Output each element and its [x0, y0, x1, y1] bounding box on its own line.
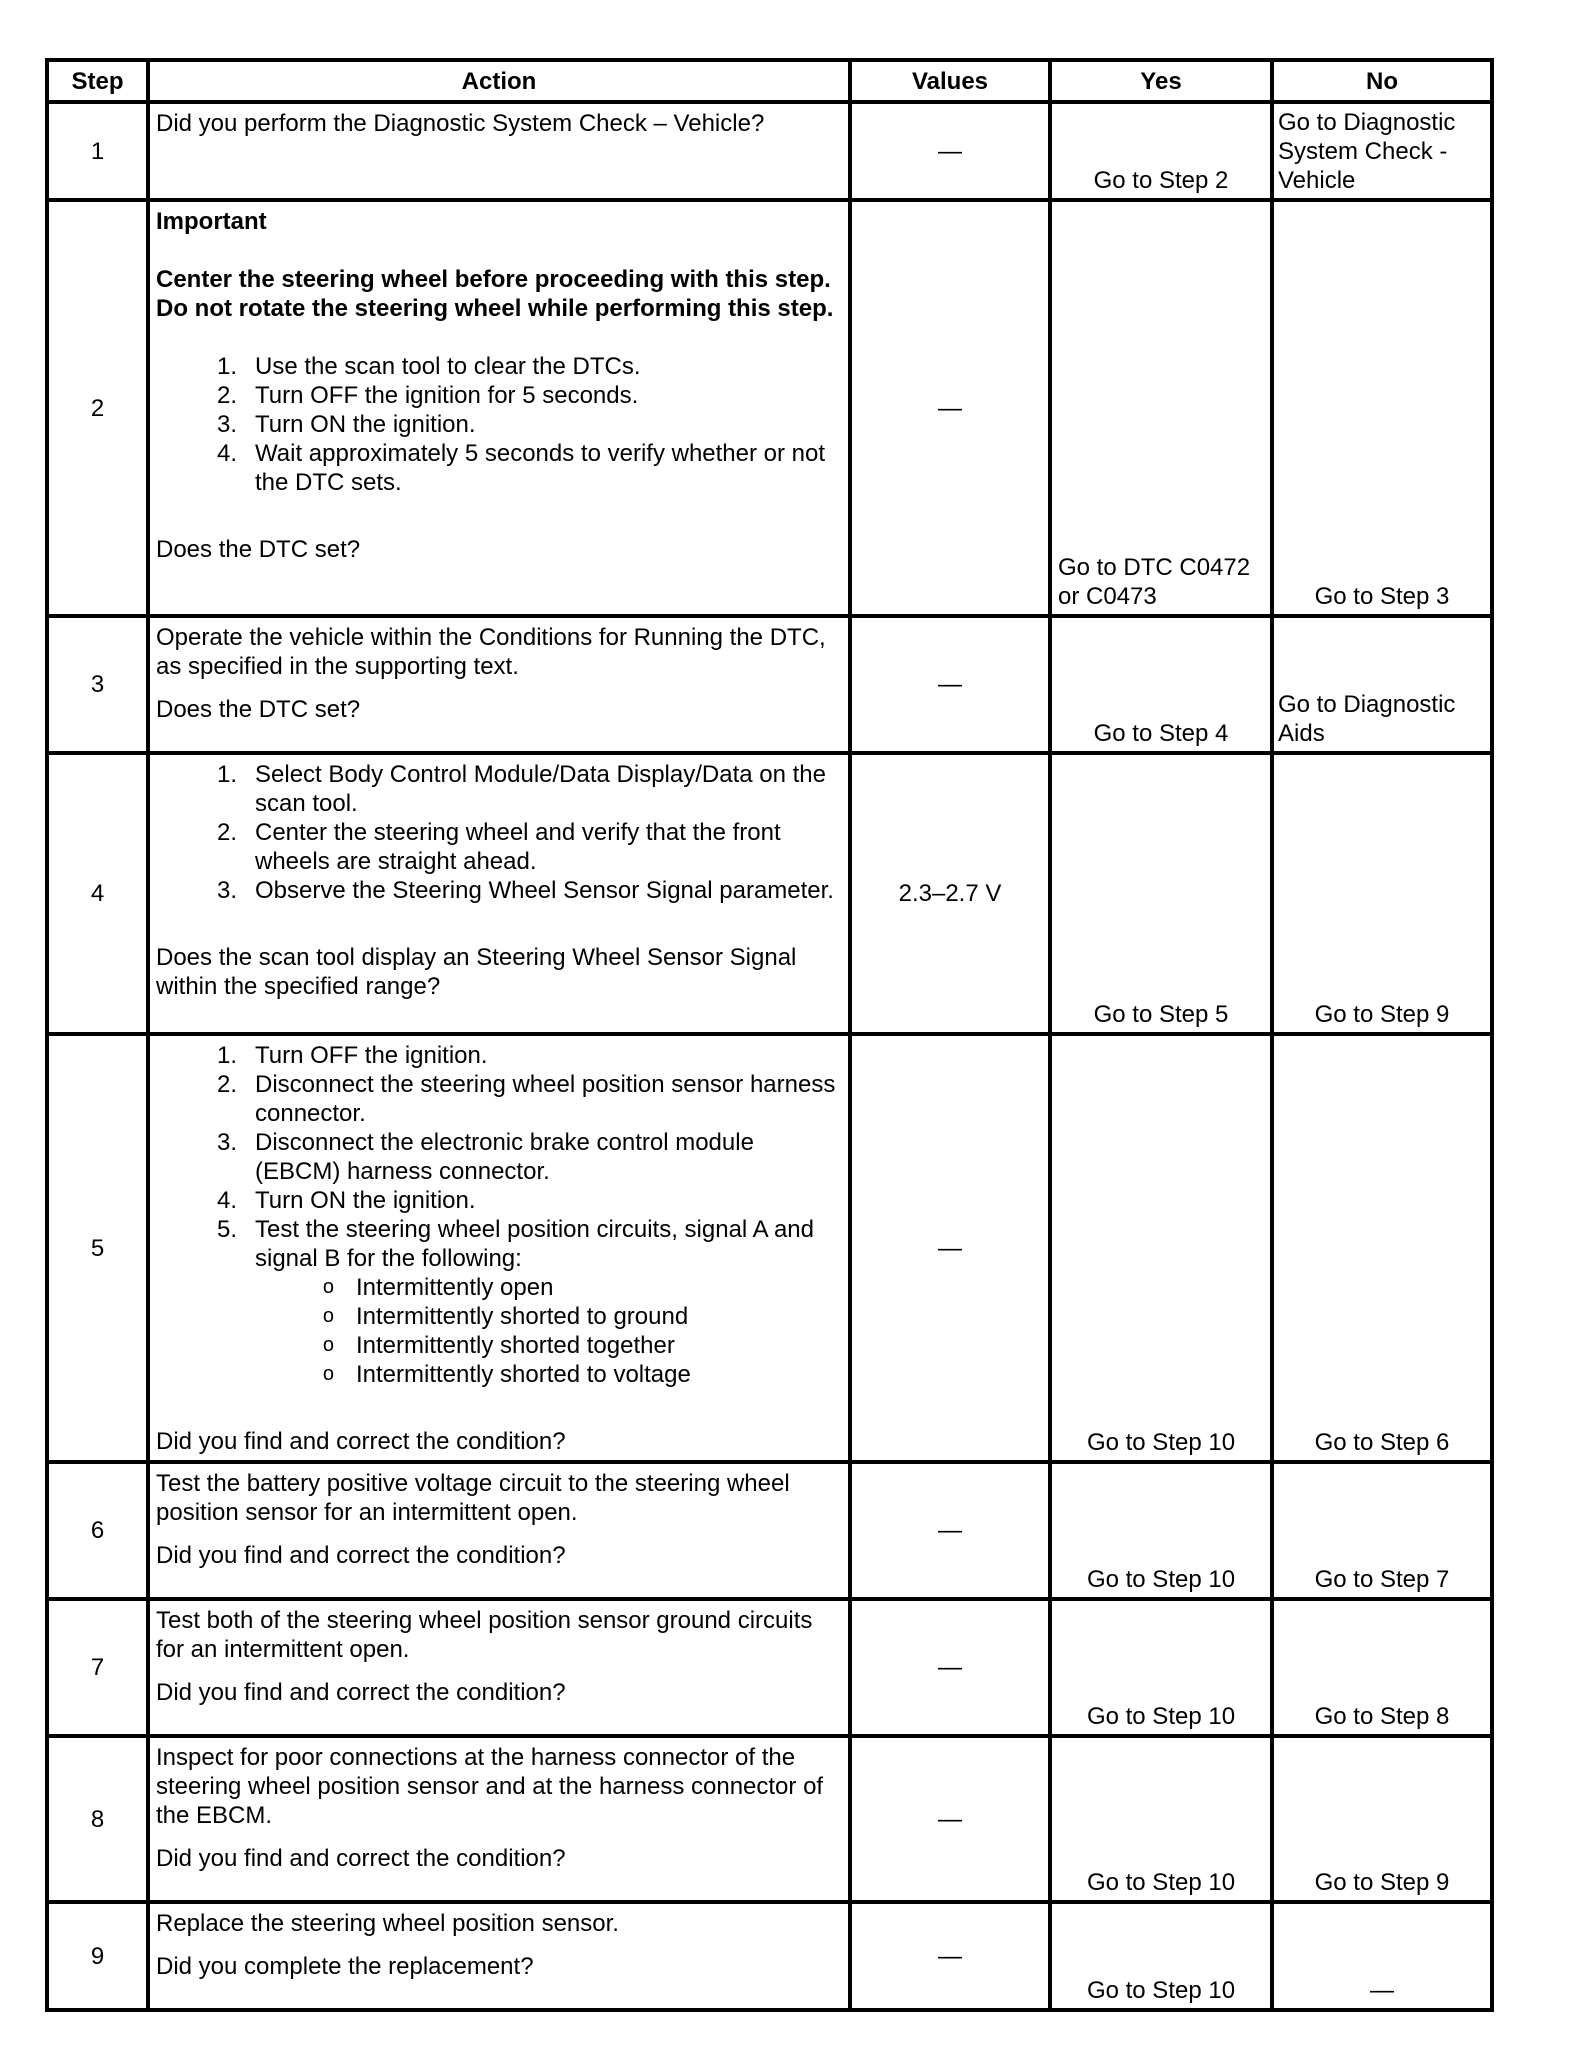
step-number: 5 [47, 1034, 148, 1462]
yes-cell [1050, 1462, 1272, 1599]
important-text: Center the steering wheel before proceeding with this step. Do not rotate the steering wheel while performing this step. [156, 266, 834, 322]
list-item: 5. Test the steering wheel position circuits, signal A and signal B for the following: [216, 1216, 814, 1272]
value-cell: — [850, 1902, 1050, 2010]
step-number: 1 [47, 102, 148, 200]
action-text: Replace the steering wheel position sensor. [156, 1910, 619, 1937]
list-item: o Intermittently shorted to ground [322, 1303, 689, 1330]
table-row-step-4 [47, 753, 1492, 1034]
table-row-step-9 [47, 1902, 1492, 2010]
list-item: 4. Wait approximately 5 seconds to verify whether or not the DTC sets. [216, 440, 826, 496]
list-item: 2. Center the steering wheel and verify that the front wheels are straight ahead. [216, 819, 781, 875]
no-cell [1272, 616, 1492, 753]
action-question: Did you find and correct the condition? [156, 1428, 566, 1455]
action-text: Operate the vehicle within the Conditions for Running the DTC, as specified in the supporting text. [156, 624, 826, 680]
step-number: 8 [47, 1736, 148, 1902]
value-cell: — [850, 1736, 1050, 1902]
list-item: 1. Use the scan tool to clear the DTCs. [216, 353, 641, 380]
list-item: 3. Turn ON the ignition. [216, 411, 476, 438]
action-question: Does the DTC set? [156, 536, 361, 563]
yes-result: Go to Step 10 [1086, 1869, 1236, 1896]
no-cell [1272, 1462, 1492, 1599]
value-cell: — [850, 102, 1050, 200]
yes-cell [1050, 1599, 1272, 1736]
action-text: Test both of the steering wheel position sensor ground circuits for an intermittent open. [156, 1607, 813, 1663]
list-item: 2. Disconnect the steering wheel position sensor harness connector. [216, 1071, 836, 1127]
no-cell [1272, 1902, 1492, 2010]
list-item: 2. Turn OFF the ignition for 5 seconds. [216, 382, 639, 409]
no-result: Go to Diagnostic System Check - Vehicle [1278, 109, 1456, 194]
table-row-step-2 [47, 200, 1492, 616]
step-number: 7 [47, 1599, 148, 1736]
action-cell [148, 1902, 850, 2010]
header-action: Action [148, 60, 850, 102]
value-cell: — [850, 1599, 1050, 1736]
action-cell [148, 1736, 850, 1902]
yes-result: Go to Step 10 [1086, 1977, 1236, 2004]
action-cell [148, 616, 850, 753]
value-cell: 2.3–2.7 V [850, 753, 1050, 1034]
action-cell [148, 200, 850, 616]
value-cell: — [850, 616, 1050, 753]
header-no: No [1272, 60, 1492, 102]
no-result: Go to Step 6 [1314, 1429, 1450, 1456]
no-result: Go to Diagnostic Aids [1278, 691, 1456, 747]
yes-result: Go to Step 10 [1086, 1566, 1236, 1593]
no-cell [1272, 1736, 1492, 1902]
table-row-step-5 [47, 1034, 1492, 1462]
value-cell: — [850, 1034, 1050, 1462]
no-result: Go to Step 7 [1314, 1566, 1450, 1593]
list-item: 1. Turn OFF the ignition. [216, 1042, 488, 1069]
yes-cell [1050, 102, 1272, 200]
yes-result: Go to Step 4 [1093, 720, 1229, 747]
no-result: Go to Step 8 [1314, 1703, 1450, 1730]
yes-cell [1050, 1736, 1272, 1902]
no-result: — [1370, 1977, 1394, 2004]
yes-cell [1050, 753, 1272, 1034]
yes-cell [1050, 616, 1272, 753]
yes-cell [1050, 1034, 1272, 1462]
list-item: o Intermittently open [322, 1274, 554, 1301]
step-number: 3 [47, 616, 148, 753]
action-question: Did you perform the Diagnostic System Check – Vehicle? [156, 110, 765, 137]
list-item: 3. Disconnect the electronic brake control module (EBCM) harness connector. [216, 1129, 754, 1185]
yes-result: Go to Step 10 [1086, 1703, 1236, 1730]
no-cell [1272, 753, 1492, 1034]
yes-cell [1050, 200, 1272, 616]
action-cell [148, 1599, 850, 1736]
yes-result: Go to Step 10 [1086, 1429, 1236, 1456]
list-item: 3. Observe the Steering Wheel Sensor Signal parameter. [216, 877, 834, 904]
no-cell [1272, 102, 1492, 200]
no-result: Go to Step 9 [1314, 1001, 1450, 1028]
action-question: Did you complete the replacement? [156, 1953, 534, 1980]
table-row-step-8 [47, 1736, 1492, 1902]
list-item: o Intermittently shorted to voltage [322, 1361, 691, 1388]
action-cell [148, 102, 850, 200]
table-row-step-6 [47, 1462, 1492, 1599]
no-result: Go to Step 3 [1314, 583, 1450, 610]
header-step: Step [47, 60, 148, 102]
action-cell [148, 753, 850, 1034]
table-row-step-7 [47, 1599, 1492, 1736]
list-item: o Intermittently shorted together [322, 1332, 675, 1359]
step-number: 9 [47, 1902, 148, 2010]
table-row-step-1 [47, 102, 1492, 200]
no-cell [1272, 200, 1492, 616]
action-text: Inspect for poor connections at the harness connector of the steering wheel position sensor and at the harness connector of the EBCM. [156, 1744, 824, 1829]
step-number: 4 [47, 753, 148, 1034]
yes-result: Go to Step 5 [1093, 1001, 1229, 1028]
table-header-row [47, 60, 1492, 102]
action-question: Did you find and correct the condition? [156, 1542, 566, 1569]
no-result: Go to Step 9 [1314, 1869, 1450, 1896]
action-text: Test the battery positive voltage circuit to the steering wheel position sensor for an intermittent open. [156, 1470, 790, 1526]
important-label: Important [156, 208, 267, 235]
yes-result: Go to Step 2 [1093, 167, 1229, 194]
action-cell [148, 1034, 850, 1462]
action-cell [148, 1462, 850, 1599]
list-item: 4. Turn ON the ignition. [216, 1187, 476, 1214]
list-item: 1. Select Body Control Module/Data Display/Data on the scan tool. [216, 761, 826, 817]
step-number: 6 [47, 1462, 148, 1599]
action-question: Does the scan tool display an Steering Wheel Sensor Signal within the specified range? [156, 944, 797, 1000]
diagnostic-table [45, 58, 1494, 2012]
yes-result: Go to DTC C0472 or C0473 [1058, 554, 1251, 610]
header-values: Values [850, 60, 1050, 102]
condition-bullet-list [156, 1273, 842, 1389]
action-question: Does the DTC set? [156, 696, 361, 723]
step-number: 2 [47, 200, 148, 616]
procedure-list [156, 760, 842, 905]
no-cell [1272, 1034, 1492, 1462]
value-cell: — [850, 1462, 1050, 1599]
no-cell [1272, 1599, 1492, 1736]
table-row-step-3 [47, 616, 1492, 753]
header-yes: Yes [1050, 60, 1272, 102]
diagnostic-table-page [45, 58, 1494, 2012]
value-cell: — [850, 200, 1050, 616]
procedure-list [156, 1041, 842, 1273]
action-question: Did you find and correct the condition? [156, 1845, 566, 1872]
action-question: Did you find and correct the condition? [156, 1679, 566, 1706]
procedure-list [156, 352, 842, 497]
yes-cell [1050, 1902, 1272, 2010]
